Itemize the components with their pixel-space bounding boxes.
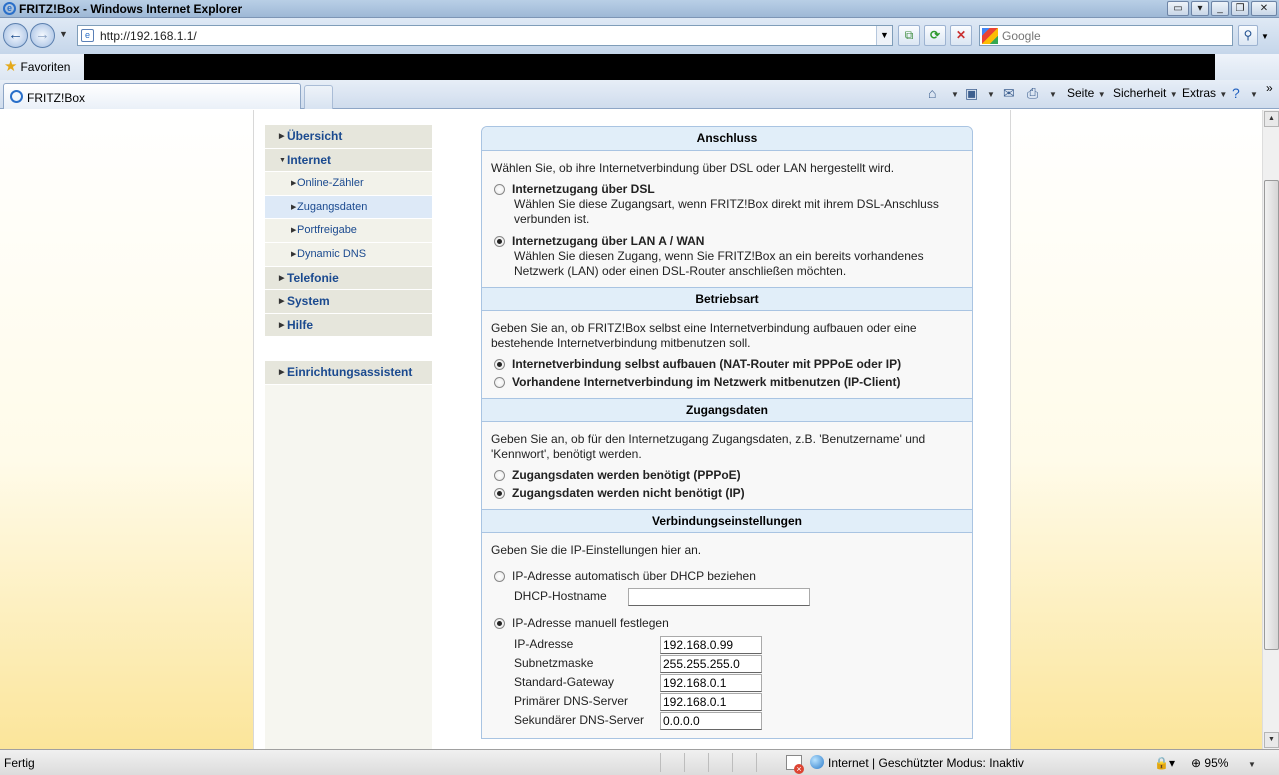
chevron-right-icon: ▶ xyxy=(279,298,285,306)
nav-item-system[interactable] xyxy=(265,290,432,314)
close-button[interactable]: ✕ xyxy=(1251,1,1277,16)
secondary-dns-input[interactable] xyxy=(660,712,762,730)
help-dropdown-icon[interactable]: ▼ xyxy=(1250,90,1258,99)
chevron-right-icon: ▶ xyxy=(279,133,285,140)
primary-dns-row xyxy=(491,692,963,711)
nav-label: Dynamic DNS xyxy=(297,247,367,260)
scroll-down-icon[interactable]: ▼ xyxy=(1264,732,1279,748)
search-input[interactable] xyxy=(1002,27,1230,44)
recent-pages-dropdown[interactable]: ▼ xyxy=(59,29,68,39)
extras-menu[interactable]: Extras ▼ xyxy=(1182,86,1228,100)
option-label: IP-Adresse automatisch über DHCP beziehen xyxy=(512,569,756,583)
page-menu-label: Seite xyxy=(1067,86,1095,100)
fritzbox-page xyxy=(253,110,1011,749)
nav-item-internet[interactable] xyxy=(265,149,432,173)
section-betriebsart xyxy=(482,311,972,398)
home-icon[interactable]: ⌂ xyxy=(928,85,937,101)
option-lan-wan[interactable] xyxy=(491,234,963,279)
option-pppoe[interactable] xyxy=(491,468,963,483)
minimize-button[interactable]: _ xyxy=(1211,1,1229,16)
section-intro: Geben Sie die IP-Einstellungen hier an. xyxy=(491,543,702,557)
tab-bar xyxy=(0,80,1279,109)
section-verbindungseinstellungen xyxy=(482,533,972,738)
feeds-icon[interactable]: ▣ xyxy=(965,85,979,101)
nav-label: Hilfe xyxy=(287,317,314,332)
option-label: IP-Adresse manuell festlegen xyxy=(512,616,669,630)
safety-menu[interactable]: Sicherheit ▼ xyxy=(1113,86,1178,100)
chevron-right-icon: ▶ xyxy=(279,368,285,376)
radio-button[interactable] xyxy=(494,184,505,195)
zoom-level: 95% xyxy=(1204,756,1229,770)
address-toolbar xyxy=(0,18,1279,54)
chevron-down-icon: ▼ xyxy=(279,156,286,164)
field-label: IP-Adresse xyxy=(514,637,574,651)
compact-view-icon[interactable]: ▭ xyxy=(1167,1,1189,16)
nav-label: Übersicht xyxy=(287,129,343,143)
help-icon[interactable]: ? xyxy=(1232,85,1240,101)
radio-button-selected[interactable] xyxy=(494,618,505,629)
nav-label: Portfreigabe xyxy=(297,224,357,237)
print-icon[interactable]: ⎙ xyxy=(1027,85,1039,101)
field-label: Sekundärer DNS-Server xyxy=(514,713,645,727)
section-intro: Geben Sie an, ob für den Internetzugang Zugangsdaten, z.B. 'Benutzername' und 'Kennwort', benötigt werden. xyxy=(491,432,926,461)
new-tab-button[interactable] xyxy=(304,85,333,109)
section-intro: Wählen Sie, ob ihre Internetverbindung über DSL oder LAN hergestellt wird. xyxy=(491,161,895,175)
address-field[interactable] xyxy=(77,25,893,46)
status-text: Fertig xyxy=(4,756,35,770)
section-intro: Geben Sie an, ob FRITZ!Box selbst eine Internetverbindung aufbauen oder eine bestehende Internetverbindung mitbenutzen soll. xyxy=(491,321,917,350)
status-bar xyxy=(0,749,1279,775)
option-description: Wählen Sie diesen Zugang, wenn Sie FRITZ!Box an ein bereits vorhandenes Netzwerk (LAN) oder einen DSL-Router anschließen möchten. xyxy=(514,249,924,278)
google-logo-icon xyxy=(982,28,998,44)
zoom-control[interactable]: ⊕ 95% xyxy=(1191,756,1229,770)
option-dsl[interactable] xyxy=(491,182,963,227)
ip-address-input[interactable] xyxy=(660,636,762,654)
blocked-content-icon[interactable] xyxy=(786,755,802,770)
scroll-up-icon[interactable]: ▲ xyxy=(1264,111,1279,127)
nav-label: Online-Zähler xyxy=(297,177,364,190)
title-bar xyxy=(0,0,1279,18)
window-title: FRITZ!Box - Windows Internet Explorer xyxy=(19,2,243,16)
vertical-scrollbar[interactable] xyxy=(1262,110,1279,749)
extras-menu-label: Extras xyxy=(1182,86,1217,100)
globe-icon xyxy=(810,755,824,769)
page-icon: e xyxy=(81,29,94,42)
chevron-right-icon: ▶ xyxy=(279,321,285,329)
nav-subitem-zugangsdaten[interactable] xyxy=(265,196,432,220)
field-label: Subnetzmaske xyxy=(514,656,594,670)
option-ip[interactable] xyxy=(491,486,963,501)
maximize-button[interactable]: ❐ xyxy=(1231,1,1249,16)
chevron-right-icon: ▶ xyxy=(279,274,285,282)
content-viewport xyxy=(0,110,1262,749)
ie-logo-icon: e xyxy=(3,2,16,15)
chevron-right-icon: ▶ xyxy=(291,180,297,188)
address-dropdown-icon[interactable]: ▼ xyxy=(876,26,892,45)
nav-item-einrichtungsassistent[interactable] xyxy=(265,361,432,385)
nav-subitem-dynamic-dns[interactable] xyxy=(265,243,432,267)
page-menu[interactable]: Seite ▼ xyxy=(1067,86,1106,100)
feeds-dropdown-icon[interactable]: ▼ xyxy=(987,90,995,99)
subnet-mask-input[interactable] xyxy=(660,655,762,673)
primary-dns-input[interactable] xyxy=(660,693,762,711)
security-zone-text[interactable]: Internet | Geschützter Modus: Inaktiv xyxy=(828,756,1024,770)
radio-button[interactable] xyxy=(494,470,505,481)
stop-icon[interactable]: ✕ xyxy=(950,25,972,46)
left-navigation xyxy=(265,110,432,749)
print-dropdown-icon[interactable]: ▼ xyxy=(1049,90,1057,99)
field-label: Standard-Gateway xyxy=(514,675,615,689)
star-icon: ★ xyxy=(4,58,18,75)
radio-button[interactable] xyxy=(494,571,505,582)
search-options-dropdown-icon[interactable]: ▼ xyxy=(1261,32,1269,41)
option-label: Zugangsdaten werden nicht benötigt (IP) xyxy=(512,486,745,500)
option-nat-router[interactable] xyxy=(491,357,963,372)
chevron-more-icon[interactable]: » xyxy=(1266,81,1273,95)
redacted-bar xyxy=(84,54,1215,80)
dhcp-hostname-row xyxy=(491,587,963,606)
forward-button[interactable]: → xyxy=(30,23,55,48)
radio-button-selected[interactable] xyxy=(494,236,505,247)
field-label: DHCP-Hostname xyxy=(514,589,607,603)
chevron-right-icon: ▶ xyxy=(291,203,297,211)
section-header-verbindungseinstellungen: Verbindungseinstellungen xyxy=(482,509,972,533)
zoom-dropdown-icon[interactable]: ▼ xyxy=(1248,760,1256,769)
search-box[interactable] xyxy=(979,25,1233,46)
secondary-dns-row xyxy=(491,711,963,730)
option-description: Wählen Sie diese Zugangsart, wenn FRITZ!Box direkt mit ihrem DSL-Anschluss verbunden ist. xyxy=(514,197,939,226)
menu-dropdown-icon[interactable]: ▾ xyxy=(1191,1,1209,16)
section-zugangsdaten xyxy=(482,422,972,509)
option-label: Internetverbindung selbst aufbauen (NAT-Router mit PPPoE oder IP) xyxy=(512,357,902,371)
window-controls xyxy=(1167,1,1277,16)
home-dropdown-icon[interactable]: ▼ xyxy=(951,90,959,99)
safety-menu-label: Sicherheit xyxy=(1113,86,1167,100)
field-label: Primärer DNS-Server xyxy=(514,694,629,708)
nav-label: Internet xyxy=(287,152,332,167)
search-icon[interactable]: ⚲ xyxy=(1238,25,1258,46)
option-dhcp[interactable] xyxy=(491,569,963,584)
option-label: Internetzugang über LAN A / WAN xyxy=(512,234,705,248)
gateway-row xyxy=(491,673,963,692)
section-header-zugangsdaten: Zugangsdaten xyxy=(482,398,972,422)
url-text[interactable]: http://192.168.1.1/ xyxy=(100,29,197,43)
scroll-thumb[interactable] xyxy=(1264,180,1279,650)
option-ip-client[interactable] xyxy=(491,375,963,390)
nav-subitem-online-zaehler[interactable] xyxy=(265,172,432,196)
option-manual-ip[interactable] xyxy=(491,616,963,631)
section-header-betriebsart: Betriebsart xyxy=(482,287,972,311)
radio-button[interactable] xyxy=(494,377,505,388)
tab-label: FRITZ!Box xyxy=(27,91,86,105)
back-button[interactable]: ← xyxy=(3,23,28,48)
ie-page-icon xyxy=(10,90,23,103)
nav-subitem-portfreigabe[interactable] xyxy=(265,219,432,243)
subnet-mask-row xyxy=(491,654,963,673)
radio-button-selected[interactable] xyxy=(494,359,505,370)
nav-label: Einrichtungsassistent xyxy=(287,364,413,379)
compatibility-view-icon[interactable]: ⧉ xyxy=(898,25,920,46)
favorites-button[interactable] xyxy=(4,58,70,76)
refresh-icon[interactable]: ⟳ xyxy=(924,25,946,46)
nav-item-uebersicht[interactable] xyxy=(265,125,432,149)
nav-label: System xyxy=(287,294,330,309)
option-label: Internetzugang über DSL xyxy=(512,182,655,196)
settings-panel xyxy=(481,126,973,739)
option-label: Vorhandene Internetverbindung im Netzwerk mitbenutzen (IP-Client) xyxy=(512,375,901,389)
gateway-input[interactable] xyxy=(660,674,762,692)
nav-item-telefonie[interactable] xyxy=(265,267,432,291)
section-anschluss xyxy=(482,151,972,287)
nav-label: Telefonie xyxy=(287,270,339,285)
protected-mode-icon[interactable]: 🔒▾ xyxy=(1154,756,1175,770)
tab-fritzbox[interactable] xyxy=(3,83,301,109)
nav-item-hilfe[interactable] xyxy=(265,314,432,338)
favorites-bar xyxy=(0,54,1279,80)
nav-label: Zugangsdaten xyxy=(297,200,368,213)
dhcp-hostname-input[interactable] xyxy=(628,588,810,606)
section-header-anschluss: Anschluss xyxy=(482,127,972,151)
chevron-right-icon: ▶ xyxy=(291,227,297,235)
radio-button-selected[interactable] xyxy=(494,488,505,499)
favorites-label: Favoriten xyxy=(20,60,71,74)
ip-address-row xyxy=(491,635,963,654)
mail-icon[interactable]: ✉ xyxy=(1003,85,1015,101)
option-label: Zugangsdaten werden benötigt (PPPoE) xyxy=(512,468,741,482)
chevron-right-icon: ▶ xyxy=(291,250,297,258)
